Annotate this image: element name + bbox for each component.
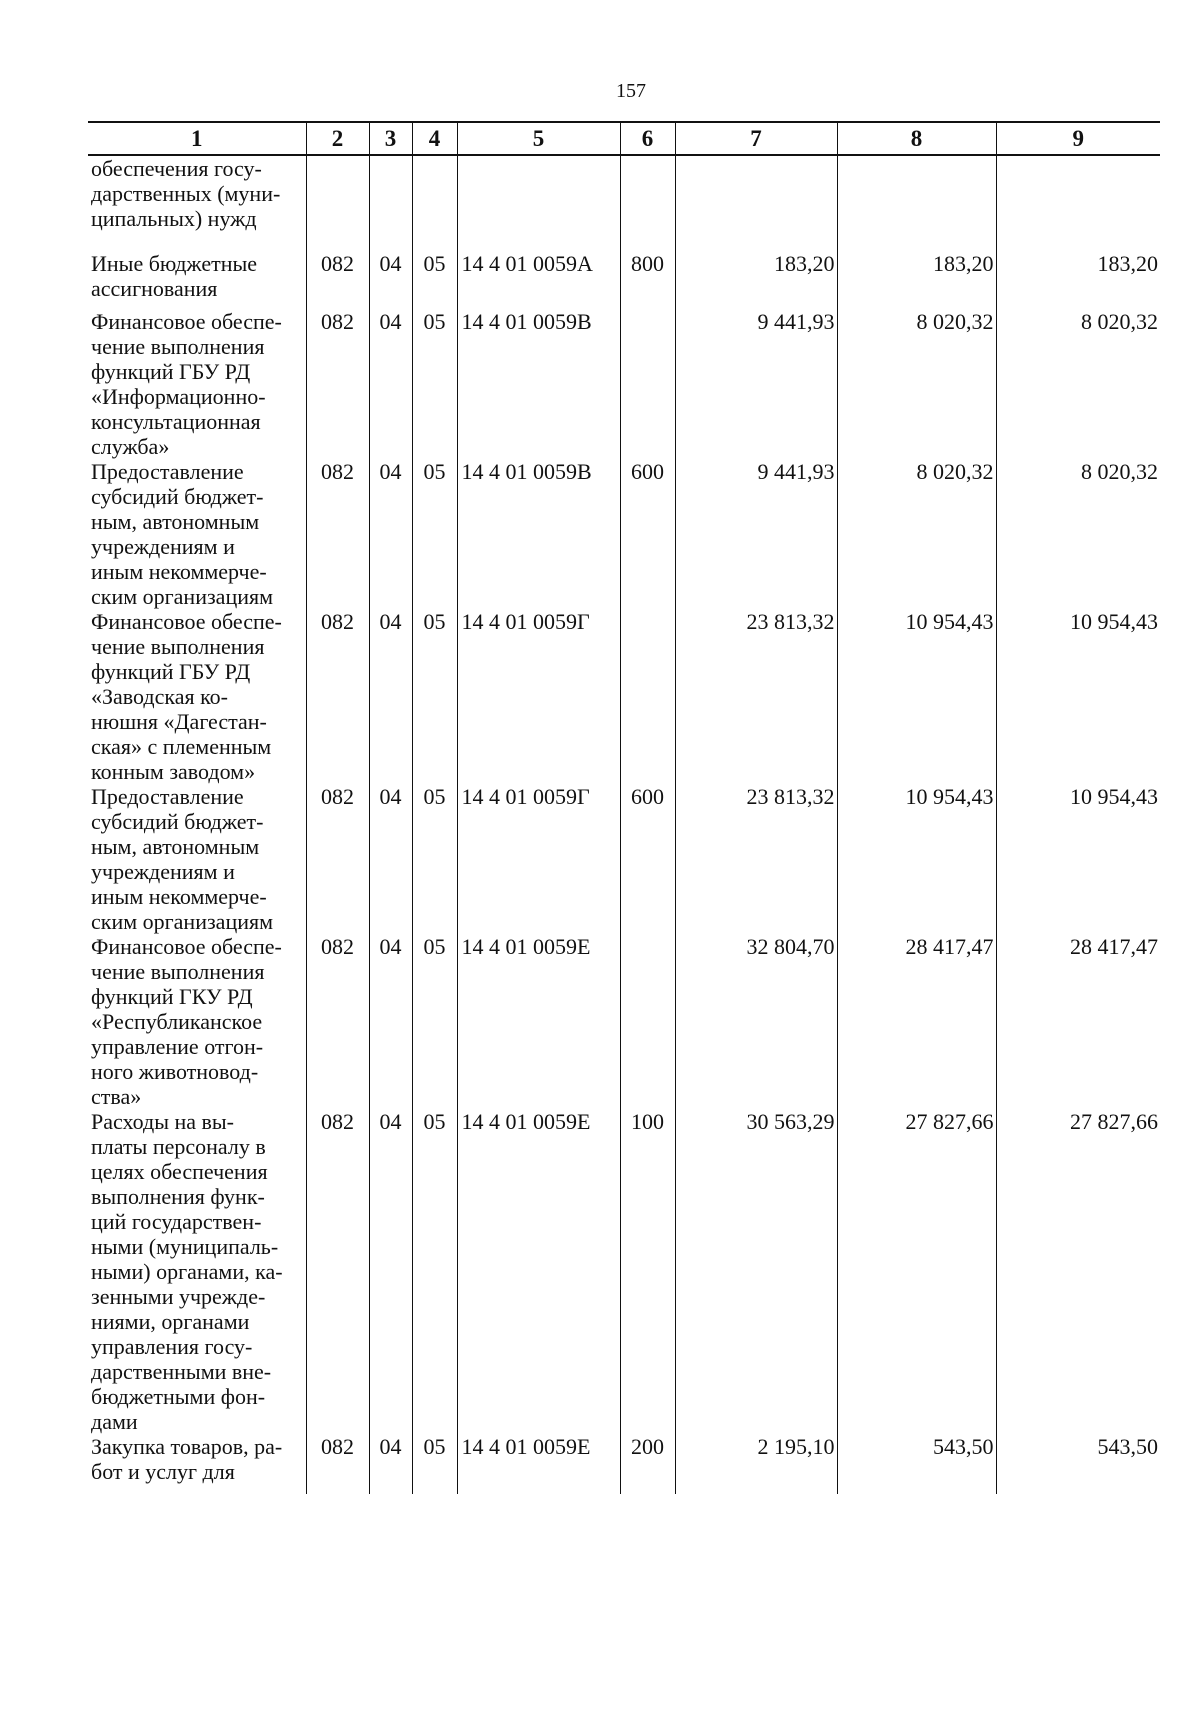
table-row <box>88 609 1160 784</box>
target-article-code: 14 4 01 0059А <box>457 247 620 309</box>
section-code: 04 <box>369 309 412 459</box>
amount-col-9 <box>996 155 1160 247</box>
column-header-1: 1 <box>88 122 306 155</box>
item-name: Расходы на вы- платы персоналу в целях обеспечения выполнения функ- ций государствен- ными (муниципаль- ными) органами, ка- зенными учрежде- ниями, органами управления госу- дарственными вне- бюджетными фон- дами <box>91 1109 283 1434</box>
column-header-7: 7 <box>675 122 837 155</box>
item-name: Иные бюджетные ассигнования <box>91 251 258 301</box>
table-row <box>88 247 1160 309</box>
target-article-code: 14 4 01 0059В <box>457 309 620 459</box>
expense-type-code: 600 <box>620 784 675 934</box>
section-code: 04 <box>369 1109 412 1434</box>
section-code: 04 <box>369 247 412 309</box>
amount-col-8 <box>837 155 996 247</box>
target-article-code: 14 4 01 0059Г <box>457 784 620 934</box>
amount-col-8: 543,50 <box>837 1434 996 1494</box>
ministry-code: 082 <box>306 1434 369 1494</box>
subsection-code: 05 <box>412 1434 457 1494</box>
table-row <box>88 309 1160 459</box>
section-code: 04 <box>369 1434 412 1494</box>
subsection-code: 05 <box>412 934 457 1109</box>
ministry-code: 082 <box>306 1109 369 1434</box>
subsection-code: 05 <box>412 247 457 309</box>
amount-col-8: 28 417,47 <box>837 934 996 1109</box>
column-header-4: 4 <box>412 122 457 155</box>
target-article-code: 14 4 01 0059В <box>457 459 620 609</box>
amount-col-8: 10 954,43 <box>837 609 996 784</box>
section-code: 04 <box>369 934 412 1109</box>
amount-col-7: 9 441,93 <box>675 459 837 609</box>
subsection-code: 05 <box>412 459 457 609</box>
ministry-code: 082 <box>306 784 369 934</box>
amount-col-7: 23 813,32 <box>675 609 837 784</box>
target-article-code: 14 4 01 0059Е <box>457 1109 620 1434</box>
ministry-code <box>306 155 369 247</box>
amount-col-9: 8 020,32 <box>996 309 1160 459</box>
target-article-code: 14 4 01 0059Е <box>457 934 620 1109</box>
page-number: 157 <box>616 80 646 102</box>
item-name: Предоставление субсидий бюджет- ным, автономным учреждениям и иным некоммерче- ским организациям <box>91 784 274 934</box>
table-row <box>88 784 1160 934</box>
column-header-9: 9 <box>996 122 1160 155</box>
amount-col-8: 183,20 <box>837 247 996 309</box>
amount-col-7: 183,20 <box>675 247 837 309</box>
ministry-code: 082 <box>306 459 369 609</box>
table-body <box>88 155 1160 1494</box>
amount-col-8: 8 020,32 <box>837 459 996 609</box>
column-header-5: 5 <box>457 122 620 155</box>
amount-col-7 <box>675 155 837 247</box>
subsection-code: 05 <box>412 309 457 459</box>
column-header-6: 6 <box>620 122 675 155</box>
amount-col-8: 10 954,43 <box>837 784 996 934</box>
expense-type-code: 100 <box>620 1109 675 1434</box>
table-row <box>88 155 1160 247</box>
section-code: 04 <box>369 459 412 609</box>
amount-col-7: 23 813,32 <box>675 784 837 934</box>
expense-type-code <box>620 609 675 784</box>
amount-col-7: 30 563,29 <box>675 1109 837 1434</box>
section-code: 04 <box>369 784 412 934</box>
expense-type-code <box>620 155 675 247</box>
ministry-code: 082 <box>306 247 369 309</box>
ministry-code: 082 <box>306 309 369 459</box>
item-name: обеспечения госу- дарственных (муни- ципальных) нужд <box>91 156 281 231</box>
column-header-3: 3 <box>369 122 412 155</box>
subsection-code <box>412 155 457 247</box>
ministry-code: 082 <box>306 934 369 1109</box>
target-article-code <box>457 155 620 247</box>
subsection-code: 05 <box>412 1109 457 1434</box>
item-name: Предоставление субсидий бюджет- ным, автономным учреждениям и иным некоммерче- ским организациям <box>91 459 274 609</box>
target-article-code: 14 4 01 0059Г <box>457 609 620 784</box>
amount-col-9: 10 954,43 <box>996 609 1160 784</box>
amount-col-7: 2 195,10 <box>675 1434 837 1494</box>
item-name: Закупка товаров, ра- бот и услуг для <box>91 1434 283 1484</box>
budget-table <box>88 121 1160 1494</box>
subsection-code: 05 <box>412 784 457 934</box>
subsection-code: 05 <box>412 609 457 784</box>
expense-type-code <box>620 934 675 1109</box>
item-name: Финансовое обеспе- чение выполнения функций ГБУ РД «Информационно- консультационная служба» <box>91 309 282 459</box>
amount-col-9: 543,50 <box>996 1434 1160 1494</box>
table-row <box>88 1434 1160 1494</box>
item-name: Финансовое обеспе- чение выполнения функций ГБУ РД «Заводская ко- нюшня «Дагестан- ская» с племенным конным заводом» <box>91 609 282 784</box>
header-row <box>88 122 1160 155</box>
amount-col-9: 28 417,47 <box>996 934 1160 1109</box>
column-header-2: 2 <box>306 122 369 155</box>
column-header-8: 8 <box>837 122 996 155</box>
table-row <box>88 459 1160 609</box>
section-code: 04 <box>369 609 412 784</box>
amount-col-9: 27 827,66 <box>996 1109 1160 1434</box>
expense-type-code: 600 <box>620 459 675 609</box>
amount-col-7: 9 441,93 <box>675 309 837 459</box>
amount-col-9: 8 020,32 <box>996 459 1160 609</box>
amount-col-7: 32 804,70 <box>675 934 837 1109</box>
table-row <box>88 934 1160 1109</box>
amount-col-9: 183,20 <box>996 247 1160 309</box>
item-name: Финансовое обеспе- чение выполнения функций ГКУ РД «Республиканское управление отгон- ного животновод- ства» <box>91 934 282 1109</box>
target-article-code: 14 4 01 0059Е <box>457 1434 620 1494</box>
amount-col-8: 27 827,66 <box>837 1109 996 1434</box>
expense-type-code: 200 <box>620 1434 675 1494</box>
expense-type-code <box>620 309 675 459</box>
table-row <box>88 1109 1160 1434</box>
expense-type-code: 800 <box>620 247 675 309</box>
amount-col-9: 10 954,43 <box>996 784 1160 934</box>
amount-col-8: 8 020,32 <box>837 309 996 459</box>
section-code <box>369 155 412 247</box>
ministry-code: 082 <box>306 609 369 784</box>
